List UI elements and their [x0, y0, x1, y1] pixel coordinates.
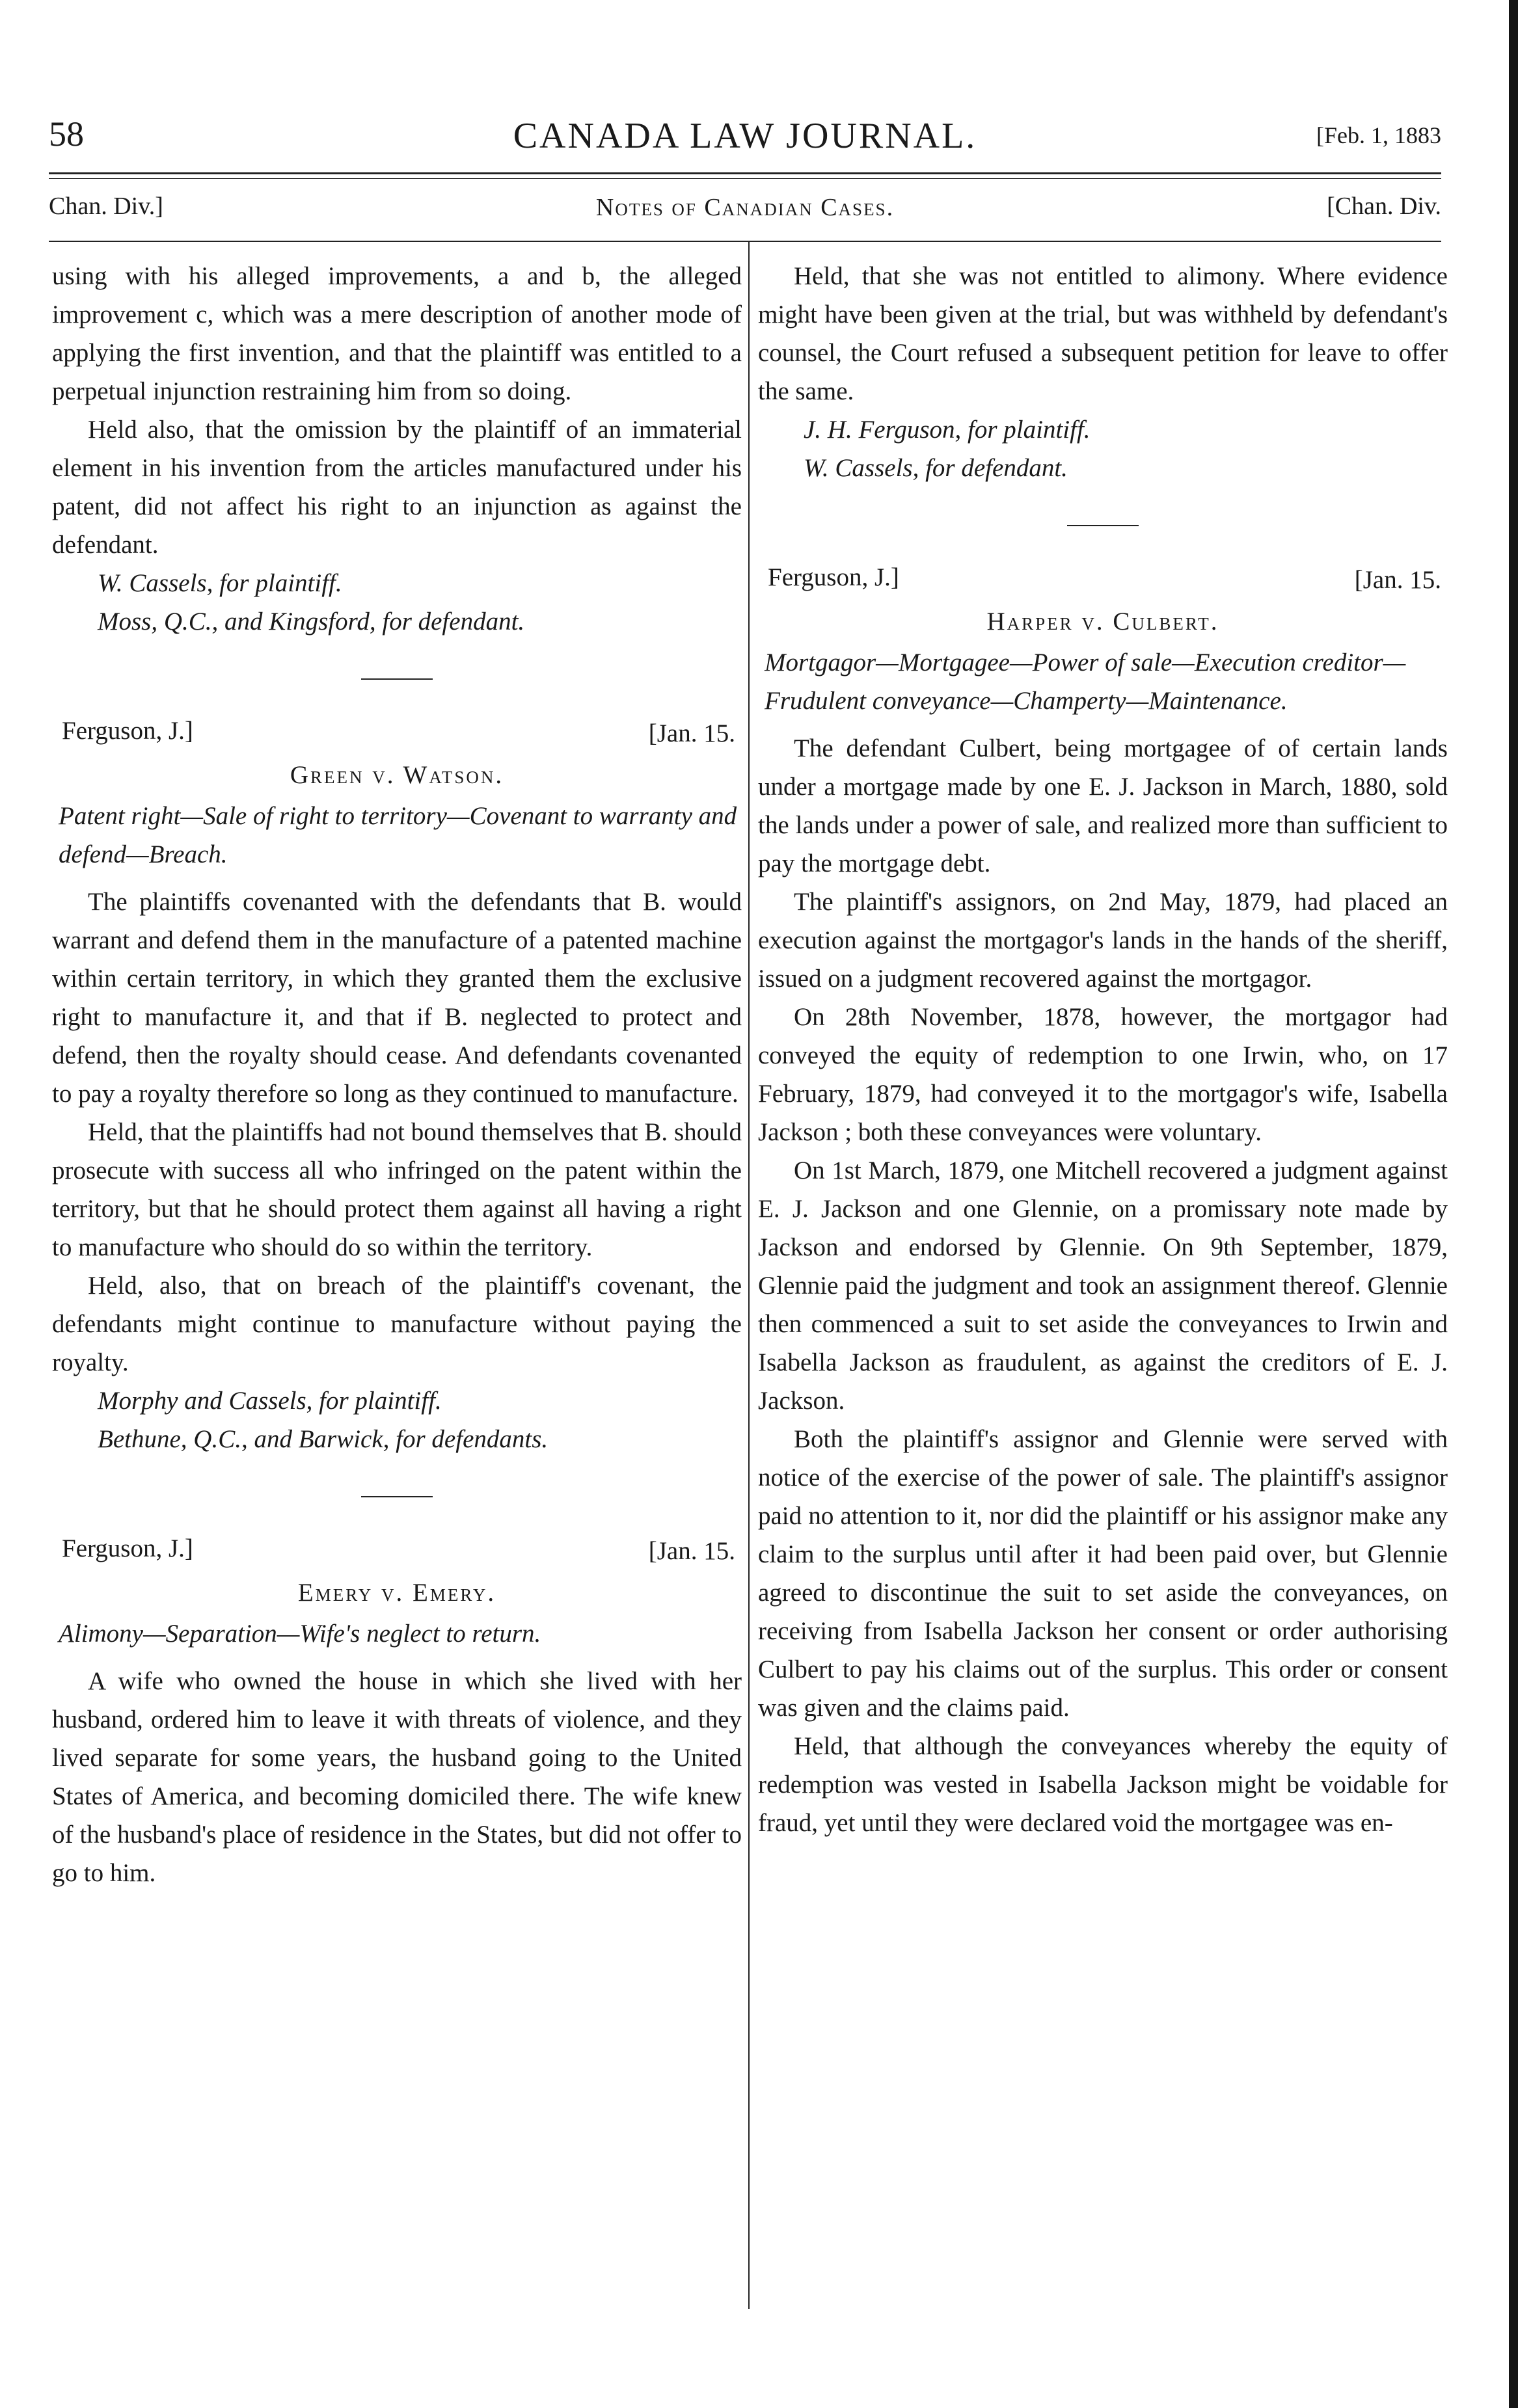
judge-name: Ferguson, J.] [62, 717, 193, 745]
held-paragraph: Held, that she was not entitled to alimony. Where evidence might have been given at the trial, but was withheld by defendant's counsel, the Court refused a subsequent petition for leave to offer the same. [758, 262, 1448, 405]
issue-date: [Feb. 1, 1883 [1316, 122, 1441, 148]
column-divider [748, 241, 750, 2309]
judge-name: Ferguson, J.] [62, 1534, 193, 1562]
counsel-defendant: Moss, Q.C., and Kingsford, for defendant. [98, 608, 525, 635]
case-paragraph: On 1st March, 1879, one Mitchell recovered a judgment against E. J. Jackson and one Glennie, on a promissary note made by Jackson and endorsed by Glennie. On 9th September, 1879, Glennie paid the judgment and took an assignment thereof. Glennie then commenced a suit to set aside the conveyances to Irwin and Isabella Jackson as fraudulent, as against the creditors of E. J. Jackson. [758, 1157, 1448, 1415]
case-catchwords: Mortgagor—Mortgagee—Power of sale—Execution creditor—Frudulent conveyance—Champerty—Maintenance. [765, 649, 1406, 715]
section-header [49, 192, 1441, 231]
case-facts: The plaintiffs covenanted with the defendants that B. would warrant and defend them in the manufacture of a patented machine within certain territory, in which they granted them the exclusive right to manufacture it, and that if B. neglected to protect and defend, then the royalty should cease. And defendants covenanted to pay a royalty therefore so long as they continued to manufacture. [52, 888, 742, 1108]
case-separator [52, 658, 742, 696]
judge-name: Ferguson, J.] [768, 563, 899, 591]
held-paragraph: Held, that although the conveyances whereby the equity of redemption was vested in Isabella Jackson might be voidable for fraud, yet until they were declared void the mortgagee was en- [758, 1732, 1448, 1837]
division-right: [Chan. Div. [1327, 193, 1441, 220]
case-separator [52, 1475, 742, 1514]
case-facts: A wife who owned the house in which she lived with her husband, ordered him to leave it with threats of violence, and they lived separate for some years, the husband going to the United States of America, and becoming domiciled there. The wife knew of the husband's place of residence in the States, but did not offer to go to him. [52, 1667, 742, 1887]
page-number: 58 [49, 114, 84, 154]
case-paragraph: The defendant Culbert, being mortgagee of of certain lands under a mortgage made by one E. J. Jackson in March, 1880, sold the lands under a power of sale, and realized more than sufficient to pay the mortgage debt. [758, 734, 1448, 877]
counsel-defendant: Bethune, Q.C., and Barwick, for defendants. [98, 1425, 549, 1453]
case-judge-line [52, 712, 742, 752]
case-catchwords: Alimony—Separation—Wife's neglect to return. [59, 1620, 541, 1648]
held-paragraph: Held, also, that on breach of the plaintiff's covenant, the defendants might continue to manufacture without paying the royalty. [52, 1272, 742, 1376]
counsel-plaintiff: Morphy and Cassels, for plaintiff. [98, 1387, 442, 1415]
counsel-defendant: W. Cassels, for defendant. [804, 454, 1068, 482]
case-date: [Jan. 15. [648, 719, 735, 747]
journal-title: CANADA LAW JOURNAL. [513, 116, 977, 156]
held-also-paragraph: Held also, that the omission by the plaintiff of an immaterial element in his invention from the articles manufactured under his patent, did not affect his right to an injunction as against the defendant. [52, 416, 742, 559]
right-column [758, 257, 1448, 1842]
case-title: Green v. Watson. [290, 761, 504, 789]
header-rule-thick [49, 172, 1441, 174]
left-column [52, 257, 742, 1892]
case-paragraph: On 28th November, 1878, however, the mortgagor had conveyed the equity of redemption to one Irwin, who, on 17 February, 1879, had conveyed it to the mortgagor's wife, Isabella Jackson ; both these conveyances were voluntary. [758, 1003, 1448, 1146]
section-title: Notes of Canadian Cases. [595, 194, 895, 221]
counsel-plaintiff: J. H. Ferguson, for plaintiff. [804, 416, 1091, 444]
held-paragraph: Held, that the plaintiffs had not bound themselves that B. should prosecute with success all who infringed on the patent within the territory, but that he should protect them against all having a right to manufacture who should do so within the territory. [52, 1118, 742, 1261]
case-date: [Jan. 15. [1354, 566, 1441, 594]
case-paragraph: Both the plaintiff's assignor and Glennie were served with notice of the exercise of the power of sale. The plaintiff's assignor paid no attention to it, nor did the plaintiff or his assignor make any claim to the surplus until after it had been paid over, but Glennie agreed to discontinue the suit to set aside the conveyances, on receiving from Isabella Jackson her consent or order authorising Culbert to pay his claims out of the surplus. This order or consent was given and the claims paid. [758, 1425, 1448, 1722]
page-edge-shadow [1509, 0, 1518, 2408]
case-paragraph: The plaintiff's assignors, on 2nd May, 1879, had placed an execution against the mortgagor's lands in the hands of the sheriff, issued on a judgment recovered against the mortgagor. [758, 888, 1448, 993]
case-date: [Jan. 15. [648, 1537, 735, 1565]
case-judge-line [52, 1529, 742, 1570]
case-title: Emery v. Emery. [297, 1579, 496, 1607]
counsel-plaintiff: W. Cassels, for plaintiff. [98, 569, 342, 597]
case-title: Harper v. Culbert. [986, 608, 1219, 635]
section-rule [49, 241, 1441, 242]
case-separator [758, 504, 1448, 542]
case-catchwords: Patent right—Sale of right to territory—Covenant to warranty and defend—Breach. [59, 802, 737, 868]
case-judge-line [758, 558, 1448, 598]
continuation-paragraph: using with his alleged improvements, a and b, the alleged improvement c, which was a mere description of another mode of applying the first invention, and that the plaintiff was entitled to a perpetual injunction restraining him from so doing. [52, 262, 742, 405]
running-header [49, 107, 1441, 166]
division-left: Chan. Div.] [49, 193, 163, 220]
header-rule-thin [49, 178, 1441, 179]
